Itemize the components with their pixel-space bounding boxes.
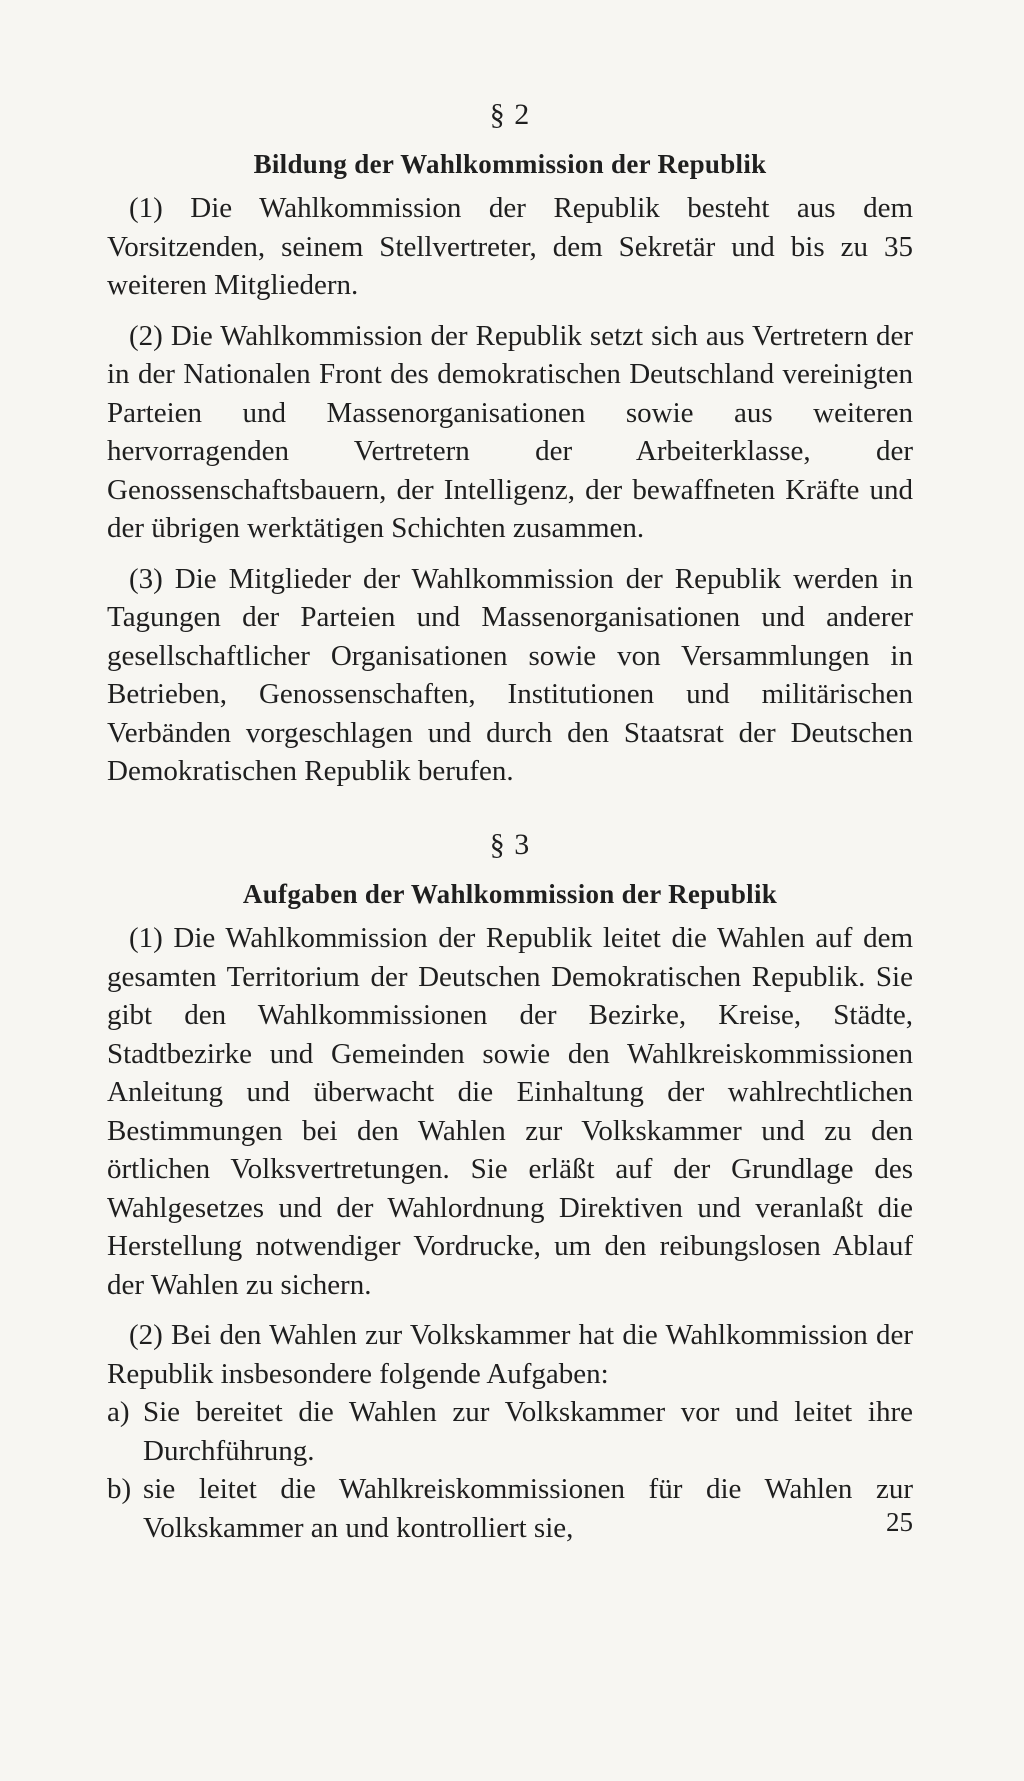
paragraph: (2) Bei den Wahlen zur Volkskammer hat die Wahlkommission der Republik insbesondere folgende Aufgaben: [107, 1319, 913, 1390]
list-item [107, 1393, 913, 1470]
list-marker: b) [107, 1473, 132, 1505]
list-text: sie leitet die Wahlkreiskommissionen für die Wahlen zur Volkskammer an und kontrolliert sie, [143, 1473, 913, 1544]
section-number: § 3 [489, 828, 531, 861]
paragraph: (1) Die Wahlkommission der Republik leitet die Wahlen auf dem gesamten Territorium der Deutschen Demokratischen Republik. Sie gibt den Wahlkommissionen der Bezirke, Kreise, Städte, Stadtbezirke und Gemeinden sowie den Wahlkreiskommissionen Anleitung und überwacht die Einhaltung der wahlrechtlichen Bestimmungen bei den Wahlen zur Volkskammer und zu den örtlichen Volksvertretungen. Sie erläßt auf der Grundlage des Wahlgesetzes und der Wahlordnung Direktiven und veranlaßt die Herstellung notwendiger Vordrucke, um den reibungslosen Ablauf der Wahlen zu sichern. [107, 922, 913, 1301]
list-marker: a) [107, 1396, 130, 1428]
section-2 [107, 96, 913, 803]
section-title: Bildung der Wahlkommission der Republik [253, 148, 767, 179]
paragraph: (3) Die Mitglieder der Wahlkommission der Republik werden in Tagungen der Parteien und Massenorganisationen und anderer gesellschaftlicher Organisationen sowie von Versammlungen in Betrieben, Genossenschaften, Institutionen und militärischen Verbänden vorgeschlagen und durch den Staatsrat der Deutschen Demokratischen Republik berufen. [107, 562, 913, 787]
list-text: Sie bereitet die Wahlen zur Volkskammer vor und leitet ihre Durchführung. [143, 1396, 913, 1467]
paragraph: (1) Die Wahlkommission der Republik besteht aus dem Vorsitzenden, seinem Stellvertreter, dem Sekretär und bis zu 35 weiteren Mitgliedern. [107, 192, 913, 301]
paragraph: (2) Die Wahlkommission der Republik setzt sich aus Vertretern der in der Nationalen Front des demokratischen Deutschland vereinigten Parteien und Massenorganisationen sowie aus weiteren hervorragenden Vertretern der Arbeiterklasse, der Genossenschaftsbauern, der Intelligenz, der bewaffneten Kräfte und der übrigen werktätigen Schichten zusammen. [107, 319, 913, 544]
section-title: Aufgaben der Wahlkommission der Republik [242, 878, 778, 909]
section-number: § 2 [489, 98, 531, 131]
list-item [107, 1470, 913, 1547]
page-number: 25 [886, 1507, 913, 1537]
section-3 [107, 826, 913, 1547]
